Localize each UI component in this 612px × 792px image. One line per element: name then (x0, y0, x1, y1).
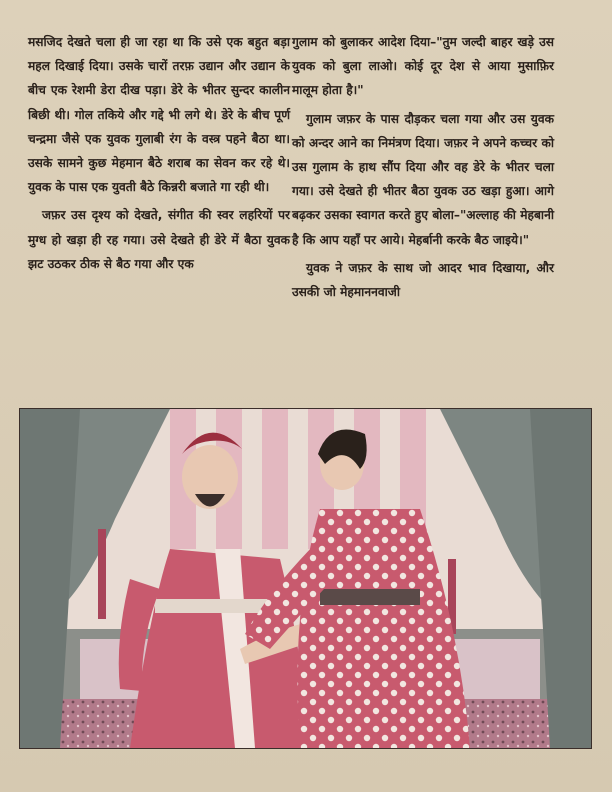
left-paragraph-2: जफ़र उस दृश्य को देखते, संगीत की स्वर लहरियों पर मुग्ध हो खड़ा ही रह गया। उसे देखते ही डेरे में बैठा युवक झट उठकर ठीक से बैठ गया और एक (28, 208, 290, 271)
right-paragraph-3: युवक ने जफ़र के साथ जो आदर भाव दिखाया, और उसकी जो मेहमाननवाजी (292, 260, 554, 300)
left-paragraph-1: मसजिद देखते चला ही जा रहा था कि उसे एक बहुत बड़ा महल दिखाई दिया। उसके चारों तरफ़ उद्यान और उद्यान के बीच एक रेशमी डेरा दीख पड़ा। डेरे के भीतर सुन्दर कालीन बिछी थी। गोल तकिये और गद्दे भी लगे थे। डेरे के बीच पूर्ण चन्द्रमा जैसे एक युवक गुलाबी रंग के वस्त्र पहने बैठा था। उसके सामने कुछ मेहमान बैठे शराब का सेवन कर रहे थे। युवक के पास एक युवती बैठे किन्नरी बजाते गा रही थी। (28, 35, 290, 195)
illustration-two-men-greeting-icon (20, 409, 591, 748)
right-paragraph-1: गुलाम को बुलाकर आदेश दिया–"तुम जल्दी बाहर खड़े उस युवक को बुला लाओ। कोई दूर देश से आया मुसाफ़िर मालूम होता है।" (292, 35, 554, 98)
left-text-column (28, 30, 290, 276)
left-tassel (98, 529, 106, 619)
right-text-column (292, 30, 554, 304)
illustration-panel (19, 408, 592, 749)
right-paragraph-2: गुलाम जफ़र के पास दौड़कर चला गया और उस युवक को अन्दर आने का निमंत्रण दिया। जफ़र ने अपने कच्चर को उस गुलाम के हाथ सौंप दिया और वह डेरे के भीतर चला गया। उसे देखते ही भीतर बैठा युवक उठ खड़ा हुआ। आगे बढ़कर उसका स्वागत करते हुए बोला–"अल्लाह की मेहबानी है कि आप यहाँ पर आये। मेहर्बानी करके बैठ जाइये।" (292, 111, 554, 247)
